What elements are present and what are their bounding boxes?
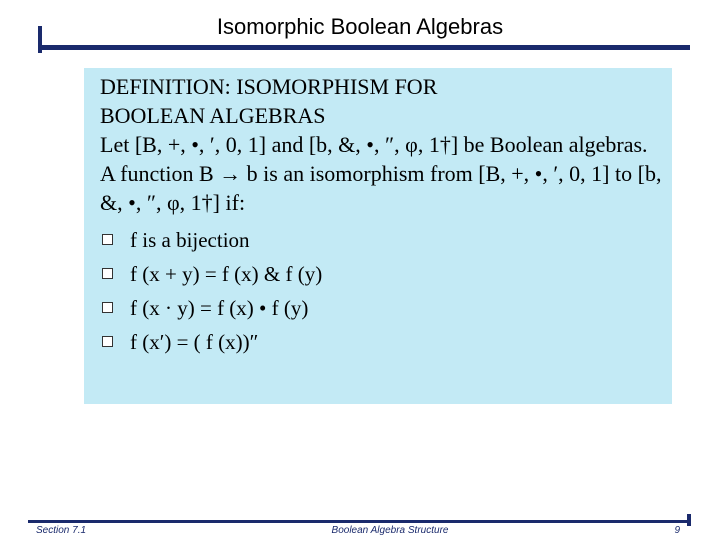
- checkbox-bullet-icon: [102, 268, 113, 279]
- definition-heading-line2: BOOLEAN ALGEBRAS: [100, 103, 326, 128]
- condition-text: f (x′) = ( f (x))″: [130, 330, 259, 354]
- title-rule: [38, 45, 690, 50]
- condition-text: f (x · y) = f (x) • f (y): [130, 296, 309, 320]
- checkbox-bullet-icon: [102, 302, 113, 313]
- condition-text: f (x + y) = f (x) & f (y): [130, 262, 323, 286]
- footer-section: Section 7.1: [36, 525, 87, 536]
- definition-heading-line1: DEFINITION: ISOMORPHISM FOR: [100, 74, 438, 99]
- condition-item: [100, 325, 665, 359]
- footer-rule: [28, 520, 690, 523]
- definition-content: [100, 72, 665, 359]
- condition-item: [100, 291, 665, 325]
- footer-title: Boolean Algebra Structure: [331, 525, 449, 536]
- definition-paragraph: Let [B, +, •, ′, 0, 1] and [b, &, •, ″, φ, 1†] be Boolean algebras. A function B → b is an isomorphism from [B, +, •, ′, 0, 1] to [b, &, •, ″, φ, 1†] if:: [100, 132, 662, 215]
- condition-item: [100, 223, 665, 257]
- checkbox-bullet-icon: [102, 234, 113, 245]
- page-number: 9: [674, 525, 680, 536]
- slide-title: Isomorphic Boolean Algebras: [216, 14, 504, 39]
- condition-item: [100, 257, 665, 291]
- condition-list: [100, 223, 665, 359]
- condition-text: f is a bijection: [130, 228, 250, 252]
- checkbox-bullet-icon: [102, 336, 113, 347]
